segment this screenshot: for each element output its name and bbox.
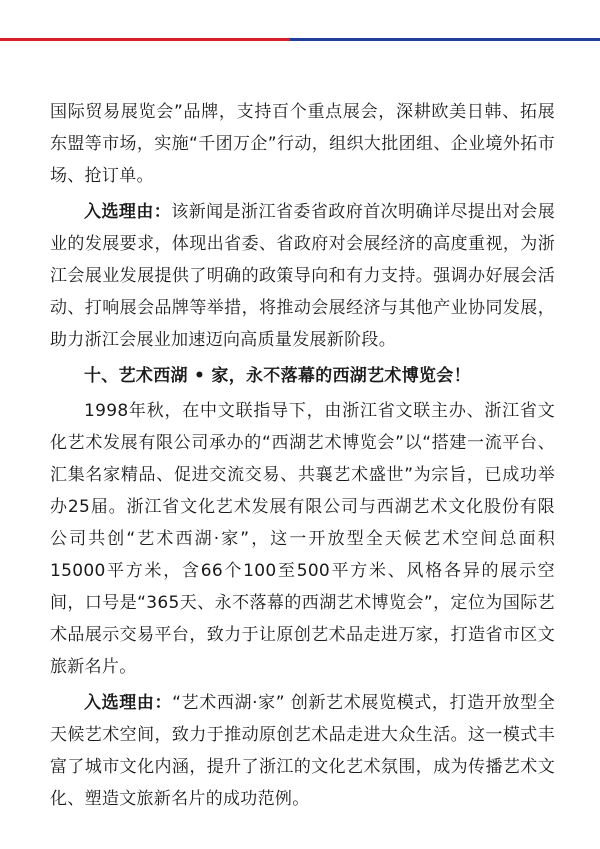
paragraph-continuation: 国际贸易展览会”品牌，支持百个重点展会，深耕欧美日韩、拓展东盟等市场，实施“千团万企”行动，组织大批团组、企业境外拓市场、抢订单。 [50,102,555,186]
selection-reason-label: 入选理由： [84,202,172,222]
header-bar-red-segment [0,38,290,41]
selection-reason-text: “艺术西湖·家” 创新艺术展览模式，打造开放型全天候艺术空间，致力于推动原创艺术品走进大众生活。这一模式丰富了城市文化内涵，提升了浙江的文化艺术氛围，成为传播艺术文化、塑造文旅新名片的成功范例。 [50,693,556,809]
section-heading: 十、艺术西湖 • 家，永不落幕的西湖艺术博览会！ [84,366,471,386]
article-body [50,96,555,819]
header-bar-blue-segment [290,38,600,41]
section-body-paragraph: 1998年秋，在中文联指导下，由浙江省文联主办、浙江省文化艺术发展有限公司承办的“西湖艺术博览会”以“搭建一流平台、汇集名家精品、促进交流交易、共襄艺术盛世”为宗旨，已成功举办25届。浙江省文化艺术发展有限公司与西湖艺术文化股份有限公司共创“艺术西湖·家”，这一开放型全天候艺术空间总面积15000平方米，含66个100至500平方米、风格各异的展示空间，口号是“365天、永不落幕的西湖艺术博览会”，定位为国际艺术品展示交易平台，致力于让原创艺术品走进万家，打造省市区文旅新名片。 [50,401,555,677]
selection-reason-paragraph-1 [50,196,555,356]
header-color-bar [0,38,600,41]
selection-reason-paragraph-2 [50,687,555,815]
selection-reason-text: 该新闻是浙江省委省政府首次明确详尽提出对会展业的发展要求，体现出省委、省政府对会展经济的高度重视，为浙江会展业发展提供了明确的政策导向和有力支持。强调办好展会活动、打响展会品牌等举措，将推动会展经济与其他产业协同发展，助力浙江会展业加速迈向高质量发展新阶段。 [50,202,555,350]
selection-reason-label: 入选理由： [84,693,173,713]
